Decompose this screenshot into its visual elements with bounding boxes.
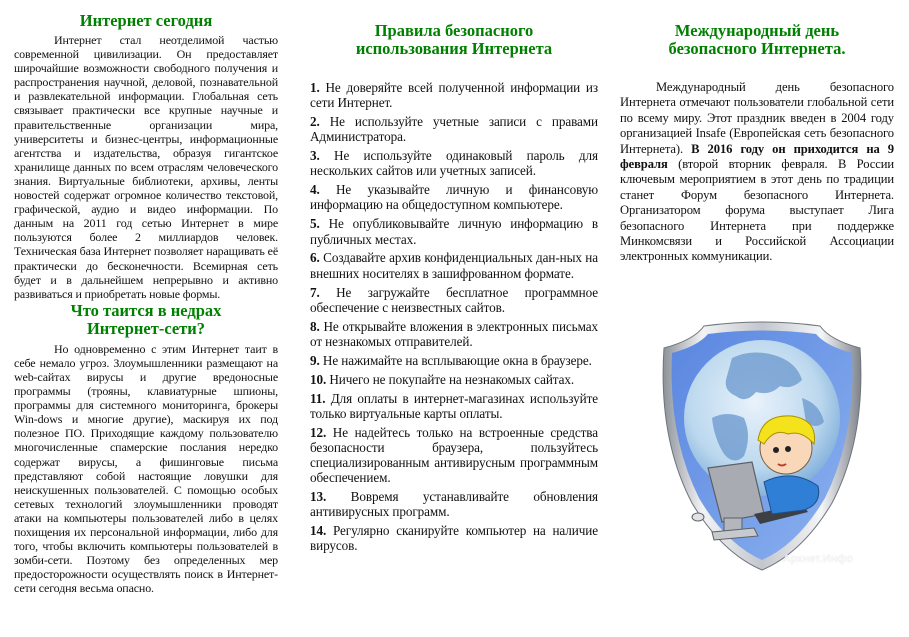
rule-text: Ничего не покупайте на незнакомых сайтах. xyxy=(326,371,575,387)
mouse xyxy=(692,513,704,521)
rule-item xyxy=(310,353,598,368)
rule-number: 7. xyxy=(310,284,320,300)
left-column xyxy=(14,0,278,595)
rule-item xyxy=(310,114,598,144)
rule-number: 6. xyxy=(310,250,320,266)
rule-number: 11. xyxy=(310,390,326,406)
rule-number: 8. xyxy=(310,318,320,334)
rule-item xyxy=(310,391,598,421)
heading-internet-threats-line2: Интернет-сети? xyxy=(86,318,206,338)
rule-text: Вовремя устанавливайте обновления антивирусных программ. xyxy=(310,489,598,520)
paragraph-internet-today: Интернет стал неотделимой частью современной цивилизации. Он предоставляет широчайшие возможности свободного получения и распространения научной, деловой, познавательной и развлекательной информации. Глобальная сеть связывает практически все крупные научные и правительственные организации мира, университеты и бизнес-центры, информационные агентства и издательства, образуя гигантское хранилище данных по всем отраслям человеческого знания. Виртуальные библиотеки, архивы, ленты новостей содержат огромное количество текстовой, графической, аудио и видео информации. По данным на 2011 год сетью Интернет в мире пользуются более 2 миллиардов человек. Техническая база Интернет позволяет наращивать её практически до бесконечности. Всемирная сеть будет и в дальнейшем непрерывно и активно развиваться и приобретать новые формы. xyxy=(14,33,278,301)
safety-rules-list xyxy=(310,80,598,554)
heading-internet-threats-line1: Что таится в недрах xyxy=(70,300,222,320)
rule-text: Для оплаты в интернет-магазинах используйте только виртуальные карты оплаты. xyxy=(310,390,598,421)
image-watermark: Архнет.Инфо xyxy=(783,553,853,565)
rule-item xyxy=(310,425,598,486)
boy-eye-left xyxy=(773,447,779,453)
rule-text: Создавайте архив конфиденциальных дан-ных на внешних носителях в зашифрованном формате. xyxy=(310,250,598,281)
rule-number: 2. xyxy=(310,114,320,130)
rule-number: 5. xyxy=(310,216,320,232)
rule-text: Не используйте учетные записи с правами Администратора. xyxy=(310,114,598,145)
rule-text: Не доверяйте всей полученной информации из сети Интернет. xyxy=(310,80,598,111)
boy-eye-right xyxy=(785,446,791,452)
rule-number: 3. xyxy=(310,148,320,164)
heading-safer-internet-day xyxy=(620,22,894,58)
heading-safer-internet-day-line1: Международный день xyxy=(674,21,840,40)
rule-item xyxy=(310,372,598,387)
paragraph-part1: Международный день безопасного Интернета отмечают пользователи глобальной сети по всему миру. Этот праздник введен в 2004 году организацией Insafe (Европейская сеть безопасного Интернета). xyxy=(620,80,894,156)
rule-item xyxy=(310,285,598,315)
rule-number: 12. xyxy=(310,424,327,440)
shield-illustration xyxy=(652,318,872,578)
rule-item xyxy=(310,489,598,519)
paragraph-part2: (второй вторник февраля. В России ключевым мероприятием в этот день по традиции станет Форум безопасного Интернета. Организатором форума выступает Лига безопасного Интернета при поддержке Минкомсвязи и Российской Ассоциации электронных коммуникации. xyxy=(620,157,894,264)
rule-text: Не загружайте бесплатное программное обеспечение с неизвестных сайтов. xyxy=(310,284,598,315)
paragraph-bold-date: В 2016 году он приходится на 9 февраля xyxy=(620,141,895,172)
rule-number: 13. xyxy=(310,489,327,505)
rule-item xyxy=(310,250,598,280)
rule-number: 14. xyxy=(310,523,327,539)
heading-safety-rules-line1: Правила безопасного xyxy=(374,21,534,40)
rule-item xyxy=(310,319,598,349)
rule-text: Не нажимайте на всплывающие окна в браузере. xyxy=(319,352,592,368)
rule-item xyxy=(310,523,598,553)
rule-number: 9. xyxy=(310,352,320,368)
rule-number: 4. xyxy=(310,182,320,198)
rule-text: Не открывайте вложения в электронных письмах от незнакомых отправителей. xyxy=(310,318,598,349)
rule-number: 1. xyxy=(310,80,320,95)
paragraph-safer-internet-day xyxy=(620,80,894,265)
shield-icon xyxy=(652,318,872,578)
rule-text: Не используйте одинаковый пароль для нескольких сайтов или учетных записей. xyxy=(310,148,598,179)
right-column xyxy=(620,0,894,265)
heading-safer-internet-day-line2: безопасного Интернета. xyxy=(668,39,846,58)
heading-safety-rules-line2: использования Интернета xyxy=(355,39,553,58)
heading-internet-threats xyxy=(14,302,278,338)
rule-item xyxy=(310,182,598,212)
rule-number: 10. xyxy=(310,371,327,387)
rule-item xyxy=(310,216,598,246)
rule-item xyxy=(310,148,598,178)
rule-text: Не указывайте личную и финансовую информацию на общедоступном компьютере. xyxy=(310,182,598,213)
paragraph-internet-threats: Но одновременно с этим Интернет таит в себе немало угроз. Злоумышленники размещают на web-сайтах вирусы и другие вредоносные программы (трояны, клавиатурные шпионы, программы для системного мониторинга, брокеры Win-dows и многие другие), маскируя их под полезное ПО. Приходящие каждому пользователю многочисленные спамерские послания нередко содержат вирусы, а фишинговые письма представляют собой настоящие ловушки для неискушенных пользователей. С помощью особых сетевых технологий злоумышленники проводят атаки на компьютеры пользователей либо в целях похищения их персональной информации, либо для того, чтобы включить компьютеры пользователей в зомби-сети. Поэтому без определенных мер предосторожности осуществлять поиск в Интернет-сети сегодня весьма опасно. xyxy=(14,341,278,596)
rule-text: Не опубликовывайте личную информацию в публичных местах. xyxy=(310,216,598,247)
rule-item xyxy=(310,80,598,110)
rule-text: Регулярно сканируйте компьютер на наличие вирусов. xyxy=(310,523,598,554)
heading-safety-rules xyxy=(310,22,598,58)
rule-text: Не надейтесь только на встроенные средства безопасности браузера, пользуйтесь специализированным антивирусным программным обеспечением. xyxy=(310,424,598,486)
heading-internet-today: Интернет сегодня xyxy=(79,11,213,30)
middle-column xyxy=(310,0,598,557)
